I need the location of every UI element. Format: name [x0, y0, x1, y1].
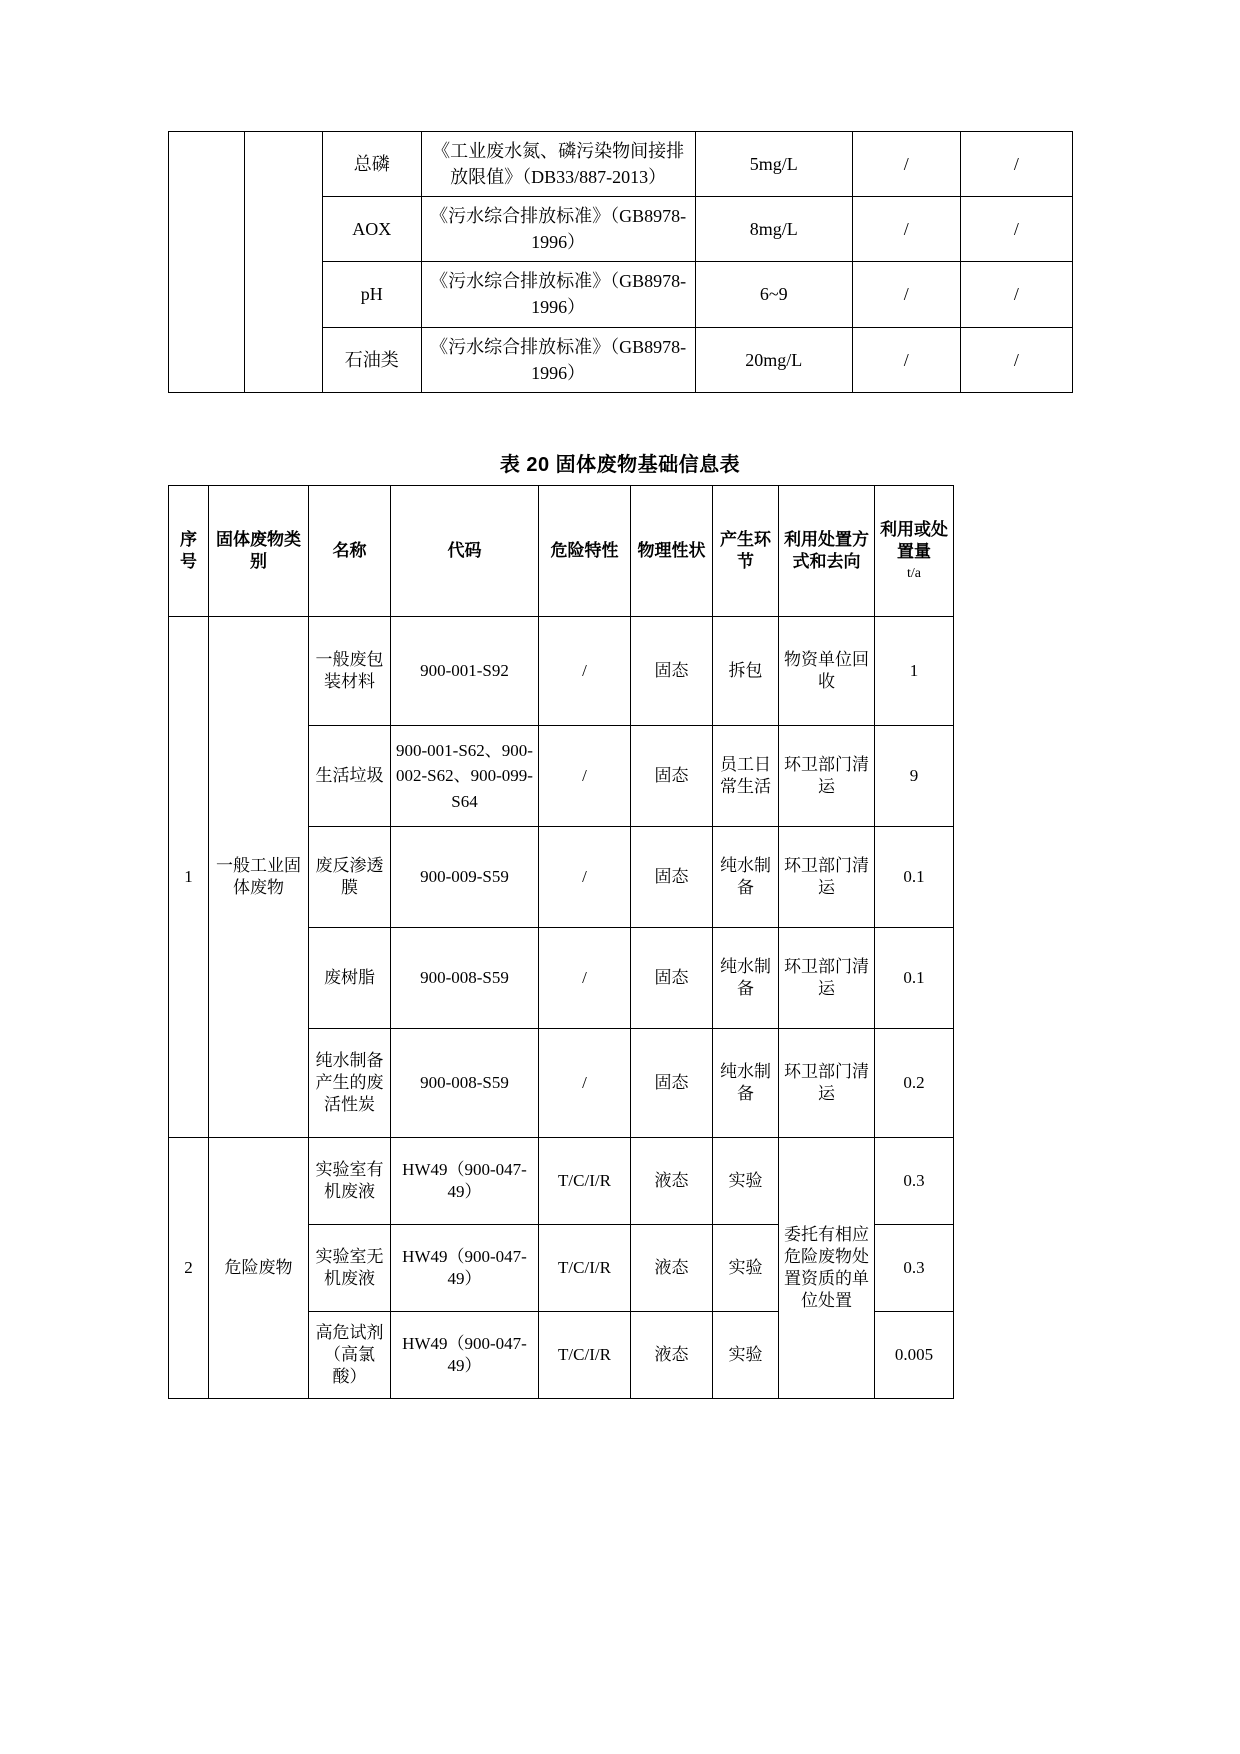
waste-physical: 固态	[631, 617, 713, 726]
pollutant-extra-1: /	[852, 327, 960, 392]
table-row	[169, 1138, 954, 1225]
waste-quantity: 0.2	[875, 1029, 954, 1138]
waste-hazard: /	[539, 827, 631, 928]
table-header-row	[169, 486, 954, 617]
pollutant-extra-1: /	[852, 132, 960, 197]
waste-physical: 液态	[631, 1312, 713, 1399]
group-no: 1	[169, 617, 209, 1138]
wastewater-standards-table	[168, 131, 1073, 393]
pollutant-name: 总磷	[322, 132, 421, 197]
waste-name: 一般废包装材料	[309, 617, 391, 726]
waste-stage: 实验	[713, 1225, 779, 1312]
waste-hazard: /	[539, 1029, 631, 1138]
group-category: 危险废物	[209, 1138, 309, 1399]
waste-physical: 固态	[631, 928, 713, 1029]
table-caption: 表 20 固体废物基础信息表	[499, 454, 741, 476]
waste-stage: 纯水制备	[713, 1029, 779, 1138]
waste-physical: 液态	[631, 1138, 713, 1225]
solid-waste-info-table	[168, 485, 954, 1399]
header-category: 固体废物类别	[209, 486, 309, 617]
waste-name: 高危试剂（高氯酸）	[309, 1312, 391, 1399]
waste-code: HW49（900-047-49）	[391, 1312, 539, 1399]
header-code: 代码	[391, 486, 539, 617]
pollutant-limit: 5mg/L	[695, 132, 852, 197]
waste-name: 废反渗透膜	[309, 827, 391, 928]
pollutant-limit: 8mg/L	[695, 197, 852, 262]
pollutant-extra-2: /	[960, 197, 1072, 262]
waste-physical: 固态	[631, 726, 713, 827]
header-quantity-label: 利用或处置量	[880, 519, 948, 561]
waste-code: HW49（900-047-49）	[391, 1138, 539, 1225]
waste-stage: 实验	[713, 1312, 779, 1399]
pollutant-extra-2: /	[960, 327, 1072, 392]
waste-stage: 员工日常生活	[713, 726, 779, 827]
waste-code: 900-001-S62、900-002-S62、900-099-S64	[391, 726, 539, 827]
waste-quantity: 0.3	[875, 1138, 954, 1225]
header-no: 序号	[169, 486, 209, 617]
waste-name: 实验室有机废液	[309, 1138, 391, 1225]
waste-name: 废树脂	[309, 928, 391, 1029]
waste-stage: 纯水制备	[713, 928, 779, 1029]
waste-quantity: 0.1	[875, 827, 954, 928]
waste-name: 生活垃圾	[309, 726, 391, 827]
waste-physical: 液态	[631, 1225, 713, 1312]
header-name: 名称	[309, 486, 391, 617]
waste-disposal: 环卫部门清运	[779, 726, 875, 827]
waste-physical: 固态	[631, 1029, 713, 1138]
pollutant-standard: 《污水综合排放标准》（GB8978-1996）	[421, 262, 695, 327]
table-row	[169, 617, 954, 726]
waste-code: 900-009-S59	[391, 827, 539, 928]
waste-name: 实验室无机废液	[309, 1225, 391, 1312]
pollutant-limit: 6~9	[695, 262, 852, 327]
waste-hazard: T/C/I/R	[539, 1225, 631, 1312]
waste-code: 900-001-S92	[391, 617, 539, 726]
group-disposal: 委托有相应危险废物处置资质的单位处置	[779, 1138, 875, 1399]
group-category: 一般工业固体废物	[209, 617, 309, 1138]
waste-quantity: 1	[875, 617, 954, 726]
waste-stage: 拆包	[713, 617, 779, 726]
waste-disposal: 环卫部门清运	[779, 928, 875, 1029]
header-hazard: 危险特性	[539, 486, 631, 617]
waste-quantity: 9	[875, 726, 954, 827]
pollutant-standard: 《工业废水氮、磷污染物间接排放限值》（DB33/887-2013）	[421, 132, 695, 197]
pollutant-name: 石油类	[322, 327, 421, 392]
header-quantity-unit: t/a	[907, 566, 921, 581]
header-disposal: 利用处置方式和去向	[779, 486, 875, 617]
pollutant-extra-2: /	[960, 262, 1072, 327]
waste-code: 900-008-S59	[391, 1029, 539, 1138]
waste-hazard: /	[539, 726, 631, 827]
pollutant-name: pH	[322, 262, 421, 327]
group-no: 2	[169, 1138, 209, 1399]
waste-quantity: 0.1	[875, 928, 954, 1029]
header-quantity	[875, 486, 954, 617]
pollutant-standard: 《污水综合排放标准》（GB8978-1996）	[421, 197, 695, 262]
pollutant-standard: 《污水综合排放标准》（GB8978-1996）	[421, 327, 695, 392]
waste-disposal: 物资单位回收	[779, 617, 875, 726]
merged-blank-cell-2	[245, 132, 322, 393]
waste-stage: 纯水制备	[713, 827, 779, 928]
header-stage: 产生环节	[713, 486, 779, 617]
waste-hazard: T/C/I/R	[539, 1138, 631, 1225]
waste-hazard: T/C/I/R	[539, 1312, 631, 1399]
pollutant-extra-1: /	[852, 197, 960, 262]
waste-quantity: 0.005	[875, 1312, 954, 1399]
merged-blank-cell-1	[169, 132, 245, 393]
waste-stage: 实验	[713, 1138, 779, 1225]
header-physical: 物理性状	[631, 486, 713, 617]
pollutant-extra-2: /	[960, 132, 1072, 197]
waste-quantity: 0.3	[875, 1225, 954, 1312]
waste-hazard: /	[539, 928, 631, 1029]
waste-disposal: 环卫部门清运	[779, 1029, 875, 1138]
waste-disposal: 环卫部门清运	[779, 827, 875, 928]
table-row	[169, 132, 1073, 197]
waste-code: HW49（900-047-49）	[391, 1225, 539, 1312]
pollutant-extra-1: /	[852, 262, 960, 327]
pollutant-limit: 20mg/L	[695, 327, 852, 392]
waste-name: 纯水制备产生的废活性炭	[309, 1029, 391, 1138]
waste-hazard: /	[539, 617, 631, 726]
pollutant-name: AOX	[322, 197, 421, 262]
waste-physical: 固态	[631, 827, 713, 928]
waste-code: 900-008-S59	[391, 928, 539, 1029]
